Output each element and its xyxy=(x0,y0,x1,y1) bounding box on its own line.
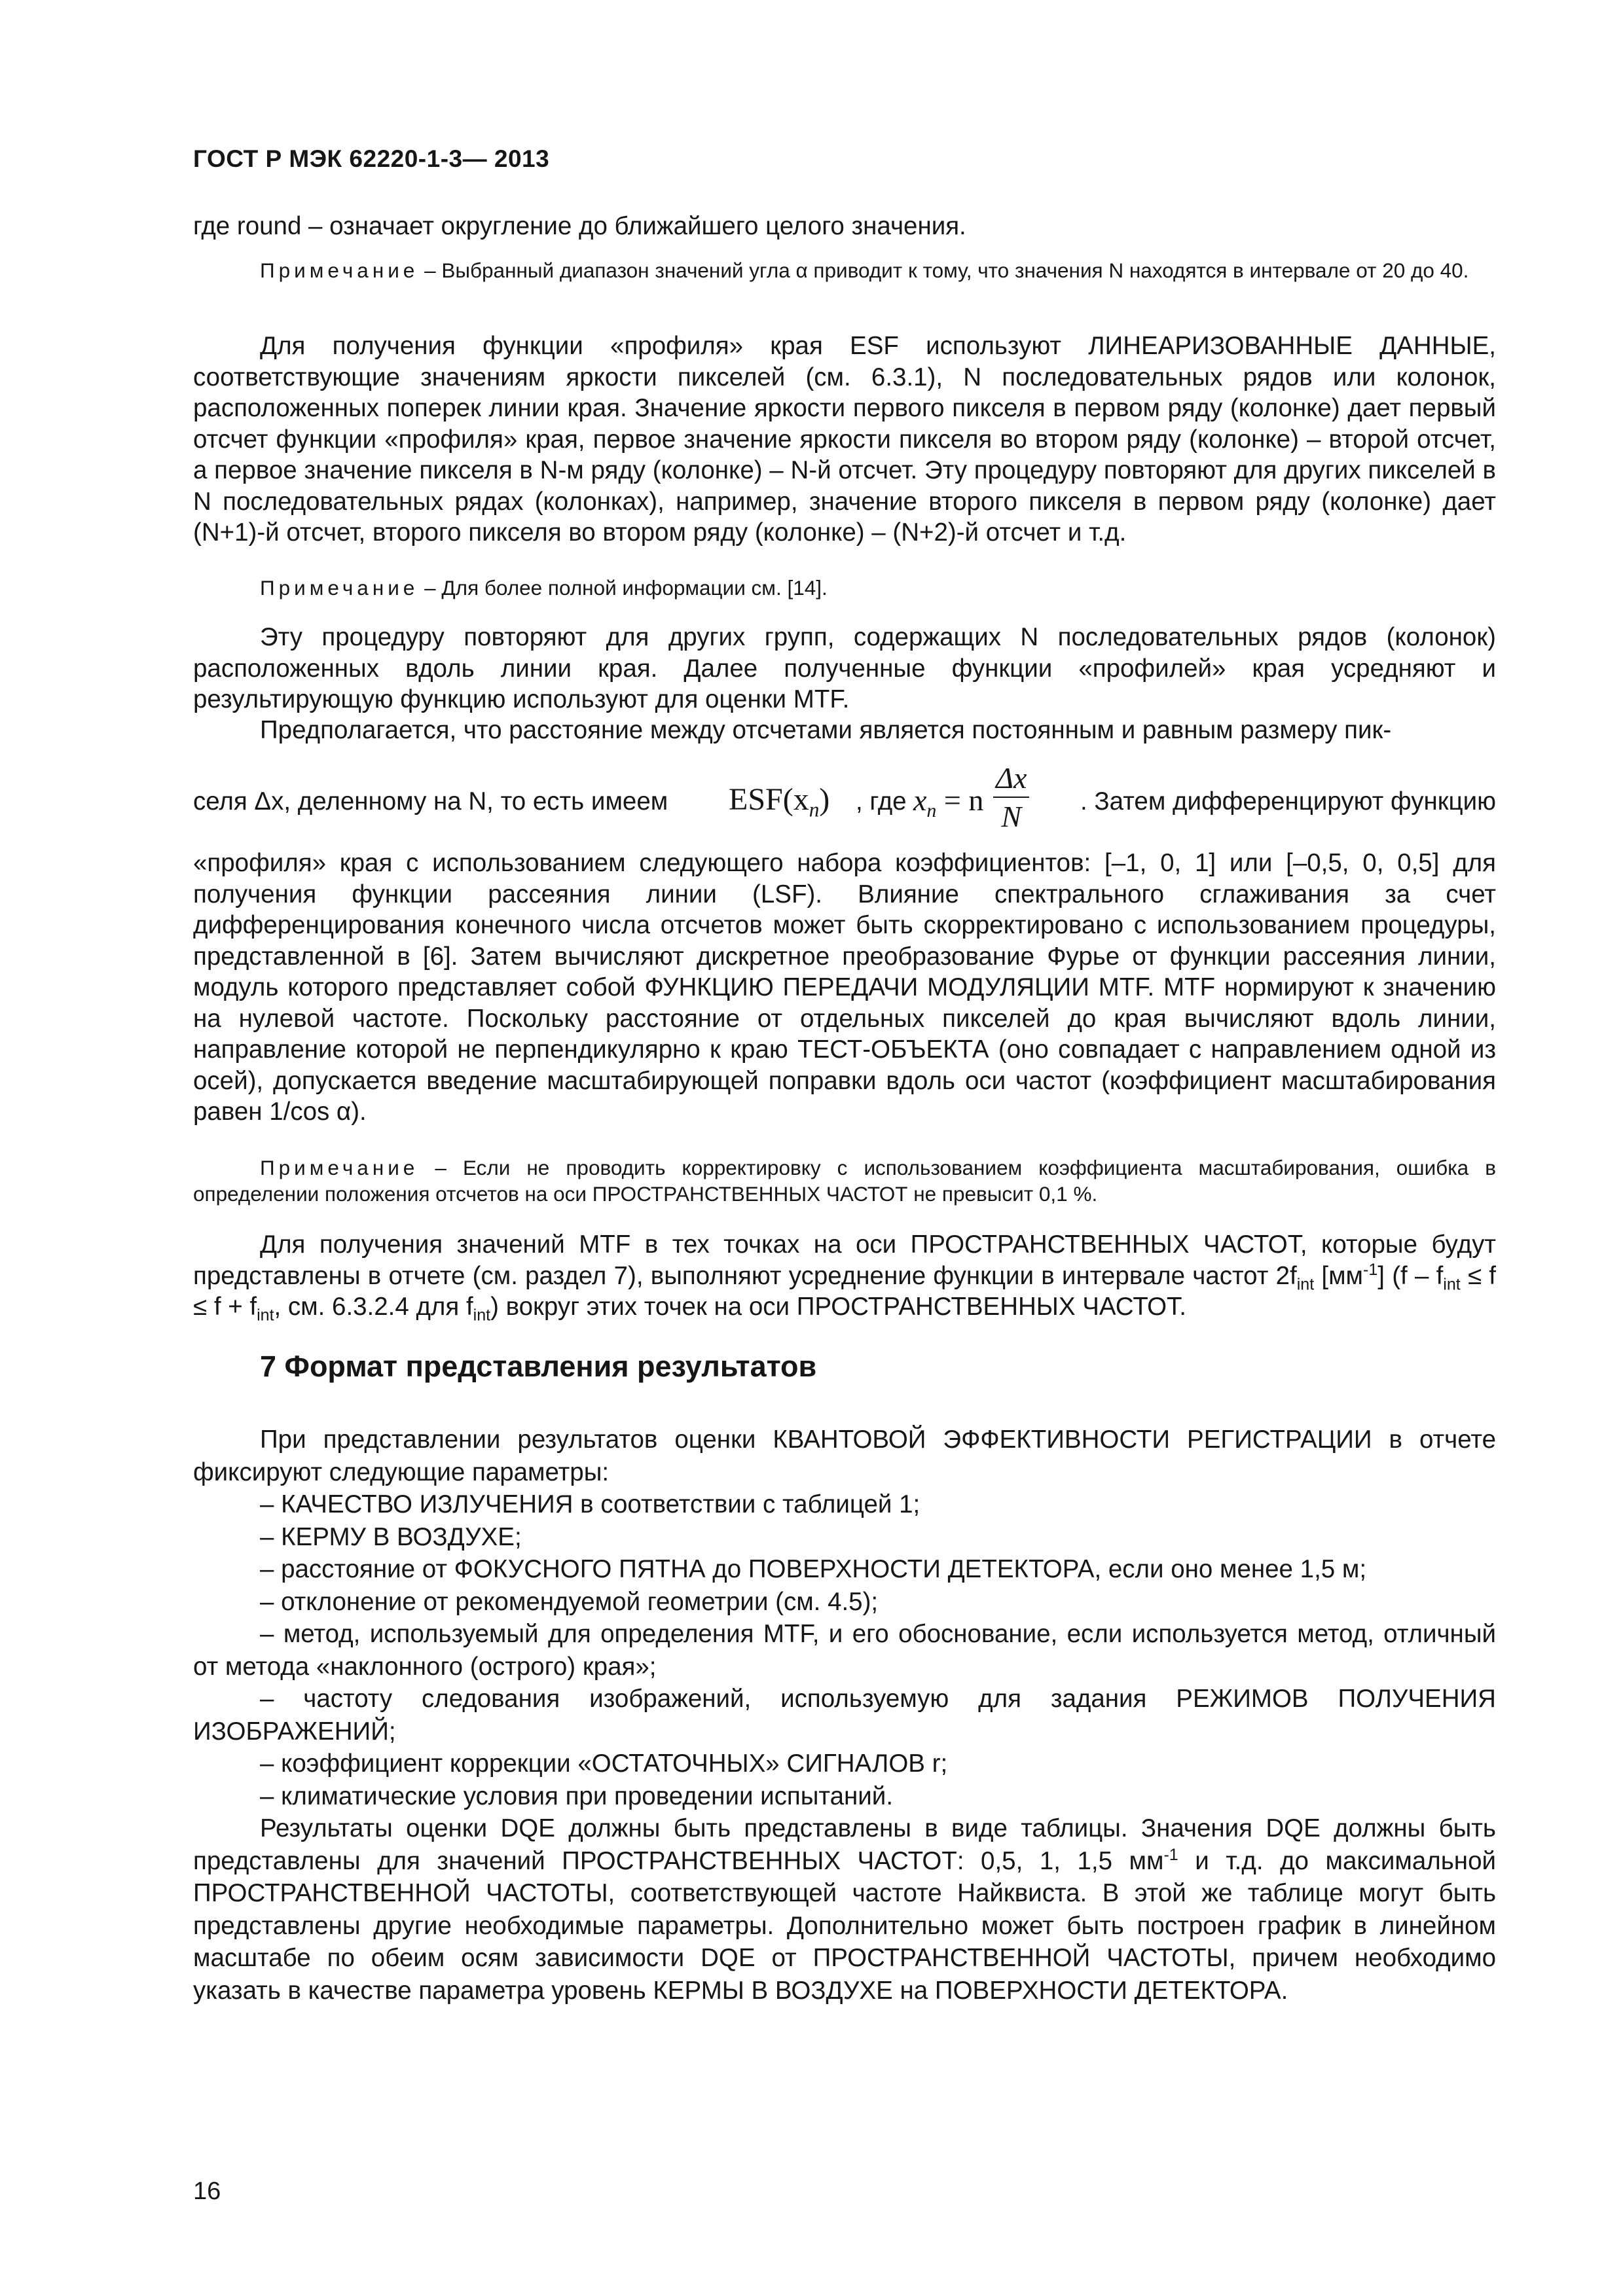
list-item: – коэффициент коррекции «ОСТАТОЧНЫХ» СИГНАЛОВ r; xyxy=(260,1749,948,1778)
list-item: – КАЧЕСТВО ИЗЛУЧЕНИЯ в соответствии с таблицей 1; xyxy=(260,1490,921,1518)
list-item: – частоту следования изображений, используемую для задания РЕЖИМОВ ПОЛУЧЕНИЯ ИЗОБРАЖЕНИЙ; xyxy=(193,1685,1496,1746)
formula-right-text: . Затем дифференцируют функцию xyxy=(1080,787,1496,816)
delta-x-over-n-fraction xyxy=(993,761,1029,834)
esf-formula: $ESF(x_n)$ xyxy=(729,782,830,821)
standard-header: ГОСТ Р МЭК 62220-1-3— 2013 xyxy=(193,145,550,172)
formula-where: , где xyxy=(856,787,907,816)
formula-line xyxy=(193,757,1496,842)
note-1 xyxy=(193,257,1496,283)
paragraph-mtf: Для получения значений MTF в тех точках на оси ПРОСТРАНСТВЕННЫХ ЧАСТОТ, которые будут представлены в отчете (см. раздел 7), выполняют усреднение функции в интервале частот $2f_{int}$ $[мм^{-1}]$ ($f - f_{int} \le f \le f + f_{int}$, см. 6.3.2.4 для $f_{int}$) вокруг этих точек на оси ПРОСТРАНСТВЕННЫХ ЧАСТОТ. xyxy=(193,1230,1496,1325)
paragraph-profile: «профиля» края с использованием следующего набора коэффициентов: [–1, 0, 1] или [–0,5, 0, 0,5] для получения функции рассеяния линии (LSF). Влияние спектрального сглаживания за счет дифференцирования конечного числа отсчетов может быть скорректировано с использованием процедуры, представленной в [6]. Затем вычисляют дискретное преобразование Фурье от функции рассеяния линии, модуль которого представляет собой ФУНКЦИЮ ПЕРЕДАЧИ МОДУЛЯЦИИ MTF. MTF нормируют к значению на нулевой частоте. Поскольку расстояние от отдельных пикселей до края вычисляют вдоль линии, направление которой не перпендикулярно к краю ТЕСТ-ОБЪЕКТА (оно совпадает с направлением одной из осей), допускается введение масштабирующей поправки вдоль оси частот (коэффициент масштабирования равен 1/cos α). xyxy=(193,849,1496,1126)
page-number: 16 xyxy=(193,2178,221,2205)
list-item: – КЕРМУ В ВОЗДУХЕ; xyxy=(260,1522,522,1551)
note-label: Примечание xyxy=(260,1156,419,1179)
note-label: Примечание xyxy=(260,259,419,282)
note-text: – Для более полной информации см. [14]. xyxy=(418,576,828,600)
note-2 xyxy=(193,575,1496,601)
xn-formula: $x_n = n$ xyxy=(913,783,984,822)
paragraph-report: При представлении результатов оценки КВАНТОВОЙ ЭФФЕКТИВНОСТИ РЕГИСТРАЦИИ в отчете фиксируют следующие параметры: xyxy=(193,1426,1496,1486)
list-item: – метод, используемый для определения MTF, и его обоснование, если используется метод, отличный от метода «наклонного (острого) края»; xyxy=(193,1620,1496,1681)
note-3 xyxy=(193,1155,1496,1207)
report-parameters xyxy=(193,1424,1496,2007)
paragraph-round: где round – означает округление до ближайшего целого значения. xyxy=(193,212,966,240)
note-label: Примечание xyxy=(260,576,419,600)
section-7-heading: 7 Формат представления результатов xyxy=(260,1350,817,1383)
paragraph-esf: Для получения функции «профиля» края ESF используют ЛИНЕАРИЗОВАННЫЕ ДАННЫЕ, соответствующие значениям яркости пикселей (см. 6.3.1), N последовательных рядов или колонок, расположенных поперек линии края. Значение яркости первого пикселя в первом ряду (колонке) дает первый отсчет функции «профиля» края, первое значение яркости пикселя во втором ряду (колонке) – второй отсчет, а первое значение пикселя в N-м ряду (колонке) – N-й отсчет. Эту процедуру повторяют для других пикселей в N последовательных рядах (колонках), например, значение второго пикселя в первом ряду (колонке) дает (N+1)-й отсчет, второго пикселя во втором ряду (колонке) – (N+2)-й отсчет и т.д. xyxy=(193,332,1496,547)
paragraph-dqe: Результаты оценки DQE должны быть представлены в виде таблицы. Значения DQE должны быть представлены для значений ПРОСТРАНСТВЕННЫХ ЧАСТОТ: 0,5, 1, 1,5 $мм^{-1}$ и т.д. до максимальной ПРОСТРАНСТВЕННОЙ ЧАСТОТЫ, соответствующей частоте Найквиста. В этой же таблице могут быть представлены другие необходимые параметры. Дополнительно может быть построен график в линейном масштабе по обеим осям зависимости DQE от ПРОСТРАНСТВЕННОЙ ЧАСТОТЫ, причем необходимо указать в качестве параметра уровень КЕРМЫ В ВОЗДУХЕ на ПОВЕРХНОСТИ ДЕТЕКТОРА. xyxy=(193,1814,1496,2005)
note-text: – Если не проводить корректировку с использованием коэффициента масштабирования, ошибка в определении положения отсчетов на оси ПРОСТРАНСТВЕННЫХ ЧАСТОТ не превысит 0,1 %. xyxy=(193,1156,1496,1206)
list-item: – расстояние от ФОКУСНОГО ПЯТНА до ПОВЕРХНОСТИ ДЕТЕКТОРА, если оно менее 1,5 м; xyxy=(260,1555,1367,1583)
paragraph-assume: Предполагается, что расстояние между отсчетами является постоянным и равным размеру пик- xyxy=(260,716,1392,744)
list-item: – климатические условия при проведении испытаний. xyxy=(260,1782,894,1810)
formula-left-text: селя Δx, деленному на N, то есть имеем xyxy=(193,787,668,816)
paragraph-repeat: Эту процедуру повторяют для других групп, содержащих N последовательных рядов (колонок) расположенных вдоль линии края. Далее полученные функции «профилей» края усредняют и результирующую функцию используют для оценки MTF. xyxy=(193,623,1496,713)
note-text: – Выбранный диапазон значений угла α приводит к тому, что значения N находятся в интервале от 20 до 40. xyxy=(418,259,1469,282)
fraction-numerator: Δx xyxy=(993,761,1029,798)
list-item: – отклонение от рекомендуемой геометрии (см. 4.5); xyxy=(260,1587,879,1616)
fraction-denominator: N xyxy=(1001,800,1022,833)
